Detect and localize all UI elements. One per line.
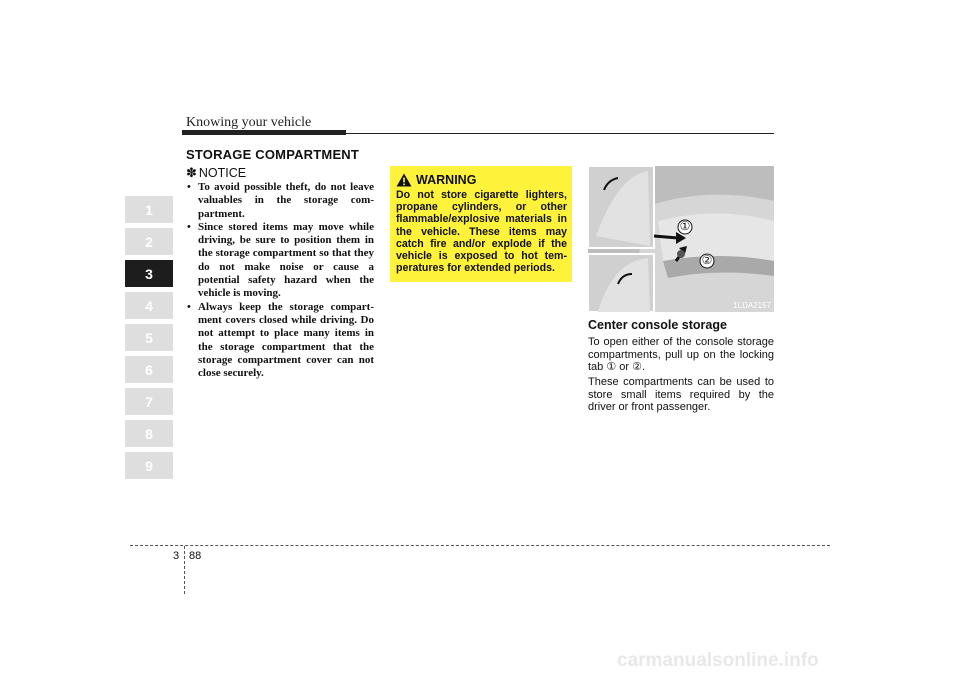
console-paragraph-1: To open either of the console storage compartments, pull up on the locking tab ① or ②. (588, 336, 774, 374)
page-header-title: Knowing your vehicle (186, 115, 312, 130)
bullet-icon: • (187, 181, 191, 193)
footer-vertical-rule (184, 546, 185, 594)
console-figure (588, 166, 774, 312)
footer-chapter-number: 3 (173, 550, 180, 562)
notice-list (186, 181, 374, 380)
chapter-tabs (125, 196, 173, 484)
footer-page-number: 88 (189, 550, 202, 562)
chapter-tab-3[interactable]: 3 (125, 260, 173, 287)
header-rule-thin (346, 133, 774, 134)
chapter-tab-8[interactable]: 8 (125, 420, 173, 447)
notice-heading-text: NOTICE (198, 166, 247, 180)
warning-box (390, 166, 572, 282)
notice-heading (186, 165, 246, 181)
watermark: carmanualsonline.info (617, 650, 819, 671)
footer-rule (130, 545, 830, 546)
warning-triangle-icon (396, 173, 412, 187)
callout-2: ② (701, 253, 713, 267)
notice-item: • Always keep the storage compart-ment covers closed while driving. Do not attempt to place many items in the storage compartment that the storage compartment cover can not close securely. (187, 300, 374, 380)
bullet-icon: • (187, 220, 191, 233)
warning-text: Do not store cigarette lighters, propane cylinders, or other flammable/explosive materials in the vehicle. These items may catch fire and/or explode if the vehicle is exposed to hot tem-peratures for extended periods. (396, 189, 567, 275)
notice-item: • Since stored items may move while driving, be sure to position them in the storage compartment so that they do not make noise or cause a potential safety hazard when the vehicle is moving. (187, 220, 374, 300)
console-paragraph-2: These compartments can be used to store small items required by the driver or front passenger. (588, 376, 774, 414)
chapter-tab-7[interactable]: 7 (125, 388, 173, 415)
chapter-tab-6[interactable]: 6 (125, 356, 173, 383)
chapter-tab-1[interactable]: 1 (125, 196, 173, 223)
section-title: STORAGE COMPARTMENT (186, 147, 360, 162)
callout-1: ① (679, 219, 691, 233)
chapter-tab-5[interactable]: 5 (125, 324, 173, 351)
bullet-icon: • (187, 300, 191, 313)
chapter-tab-4[interactable]: 4 (125, 292, 173, 319)
chapter-tab-2[interactable]: 2 (125, 228, 173, 255)
header-rule-dark (182, 130, 346, 135)
figure-code: 1LDA2157 (733, 301, 771, 310)
console-illustration (588, 166, 774, 312)
subsection-title: Center console storage (588, 318, 727, 332)
warning-heading-text: WARNING (416, 173, 477, 187)
notice-item: • To avoid possible theft, do not leave valuables in the storage com-partment. (187, 181, 374, 220)
warning-heading (396, 173, 567, 187)
chapter-tab-9[interactable]: 9 (125, 452, 173, 479)
notice-star-icon: ✽ (186, 165, 197, 180)
